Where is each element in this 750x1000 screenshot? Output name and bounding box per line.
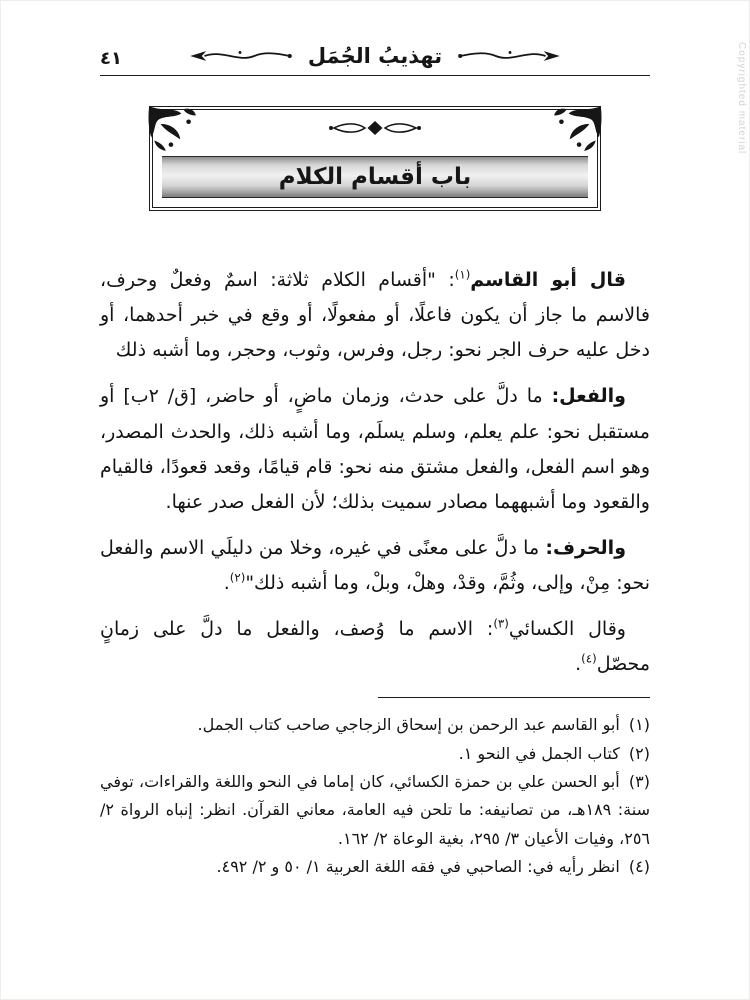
- text-run: قال أبو القاسم: [470, 269, 626, 291]
- text-run: ما دلَّ على حدث، وزمان ماضٍ، أو حاضر، [ق/ ٢ب] أو مستقبل نحو: علم يعلم، وسلم يسلَم، وما أشبه ذلك، والحدث المصدر، وهو اسم الفعل، والفعل مشتق منه نحو: قام قيامًا، وقعد قعودًا، فالقيام والقعود وما أشبههما مصادر سميت بذلك؛ لأن الفعل صدر عنها.: [100, 385, 650, 513]
- text-run: والفعل:: [551, 385, 626, 408]
- text-run: وقال الكسائي: [508, 618, 626, 641]
- footnotes-list: [100, 711, 650, 882]
- footnotes-section: [100, 697, 650, 882]
- footnote-item: [100, 853, 650, 881]
- footnote-marker: (٣): [628, 771, 650, 791]
- footnote-text: انظر رأيه في: الصاحبي في فقه اللغة العربية ١/ ٥٠ و ٢/ ٤٩٢.: [216, 857, 625, 877]
- text-run: .: [575, 653, 582, 676]
- text-run: : الاسم ما وُصف، والفعل ما دلَّ على زمانٍ محصّل: [100, 618, 650, 676]
- body-text: [100, 263, 650, 683]
- header-title-row: [100, 44, 650, 68]
- footnote-ref: (٣): [493, 616, 509, 631]
- paragraph: [100, 531, 650, 601]
- page-number: ٤١: [100, 48, 122, 69]
- footnote-marker: (١): [628, 715, 650, 735]
- header-flourish-right-icon: [454, 48, 566, 64]
- paragraph: [100, 263, 650, 368]
- page-header: [100, 44, 650, 76]
- footnote-ref: (٢): [229, 570, 246, 585]
- text-run: ما دلَّ على معنًى في غيره، وخلا من دليلَي الاسم والفعل نحو: مِنْ، وإلى، وثُمَّ، وقدْ، وهلْ، وبلْ، وما أشبه ذلك": [100, 536, 650, 595]
- text-run: : "أقسام الكلام ثلاثة: اسمٌ وفعلٌ وحرف، فالاسم ما جاز أن يكون فاعلًا، أو مفعولًا، أو وقع في خبر أحدهما، أو دخل عليه حرف الجر نحو: رجل، وفرس، وثوب، وحجر، وما أشبه ذلك: [100, 269, 650, 362]
- chapter-title-bar: [162, 156, 588, 198]
- footnote-item: [100, 768, 650, 853]
- paragraph: [100, 612, 650, 682]
- header-rule: [100, 75, 650, 76]
- watermark: Copyrighted material: [736, 42, 747, 155]
- footnote-marker: (٢): [628, 743, 650, 763]
- footnote-text: كتاب الجمل في النحو ١.: [458, 743, 625, 763]
- footnote-ref: (٤): [581, 652, 597, 667]
- text-run: والحرف:: [545, 536, 626, 559]
- footnote-item: [100, 740, 650, 768]
- footnote-text: أبو القاسم عبد الرحمن بن إسحاق الزجاجي صاحب كتاب الجمل.: [197, 715, 625, 735]
- footnote-item: [100, 711, 650, 739]
- footnote-text: أبو الحسن علي بن حمزة الكسائي، كان إماما في النحو واللغة والقراءات، توفي سنة: ١٨٩هـ، من تصانيفه: ما تلحن فيه العامة، معاني القرآن. انظر: إنباه الرواة ٢/ ٢٥٦، وفيات الأعيان ٣/ ٢٩٥، بغية الوعاة ٢/ ١٦٢.: [100, 771, 650, 848]
- corner-floral-ornament-icon: [146, 103, 200, 153]
- paragraph: [100, 379, 650, 520]
- footnote-ref: (١): [454, 267, 471, 282]
- chapter-title: باب أقسام الكلام: [278, 164, 472, 190]
- header-flourish-left-icon: [184, 48, 296, 64]
- text-run: .: [223, 572, 230, 595]
- footnote-separator: [378, 697, 650, 699]
- corner-floral-ornament-icon: [550, 103, 604, 153]
- book-title: تهذيبُ الجُمَل: [307, 44, 443, 68]
- chapter-frame: [149, 106, 601, 211]
- footnote-marker: (٤): [628, 857, 650, 877]
- frame-center-ornament-icon: [327, 119, 423, 137]
